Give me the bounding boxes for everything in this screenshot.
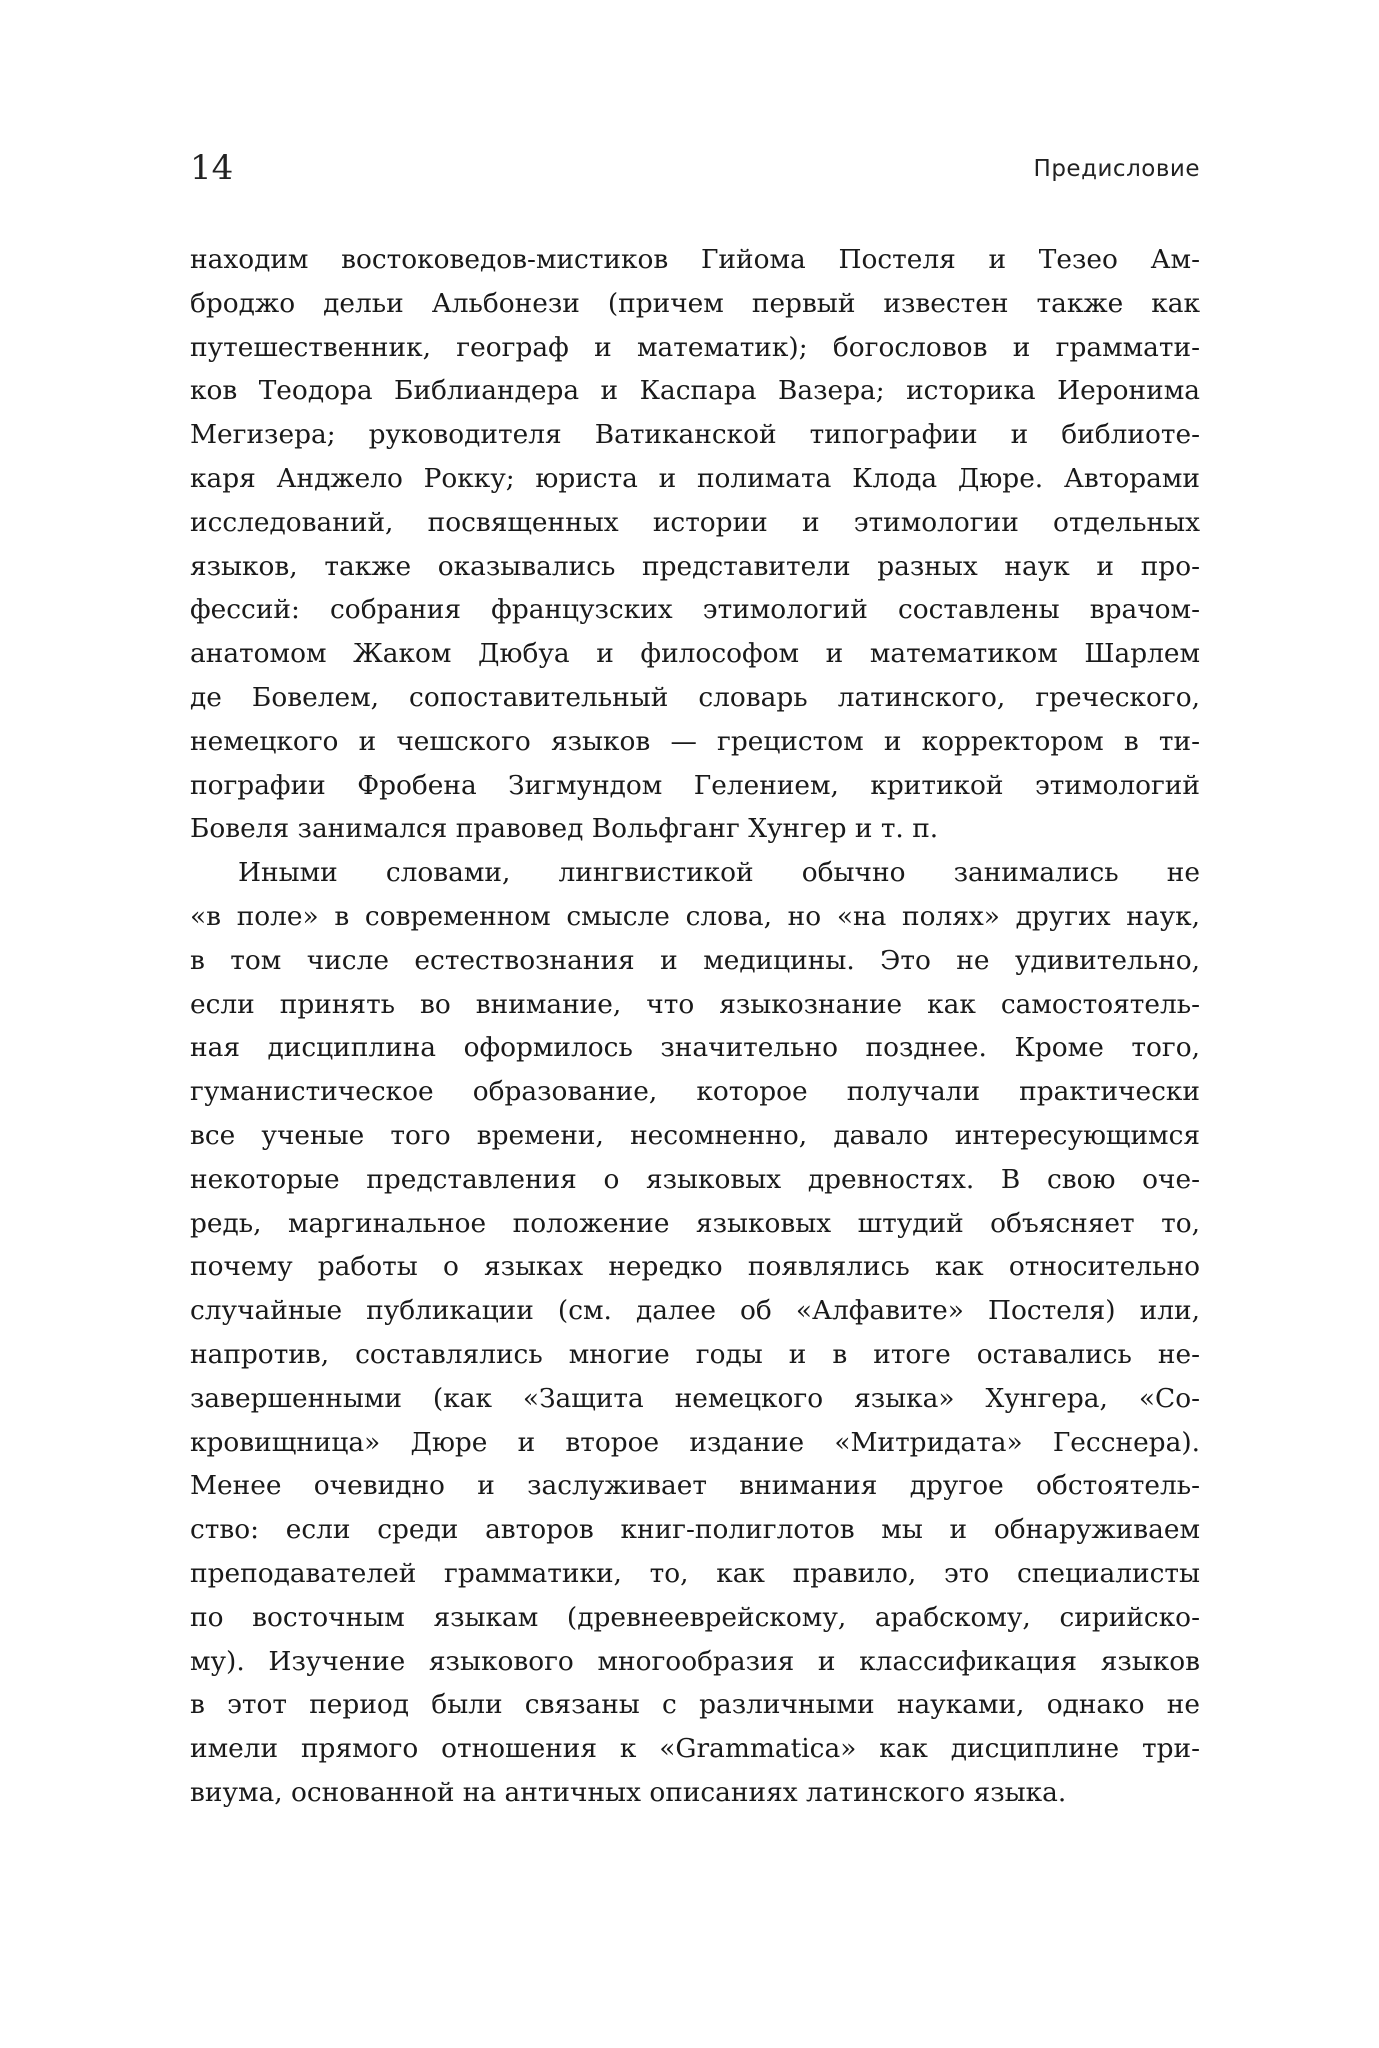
text-line: если принять во внимание, что языкознание как самостоятель-: [190, 988, 1200, 1020]
text-line: по восточным языкам (древнееврейскому, арабскому, сирийско-: [190, 1601, 1200, 1633]
text-line: редь, маргинальное положение языковых штудий объясняет то,: [190, 1207, 1200, 1239]
text-line: все ученые того времени, несомненно, давало интересующимся: [190, 1119, 1200, 1151]
text-line: «в поле» в современном смысле слова, но «на полях» других наук,: [190, 900, 1200, 932]
text-line: почему работы о языках нередко появлялись как относительно: [190, 1251, 1200, 1283]
text-line: ство: если среди авторов книг-полиглотов мы и обнаруживаем: [190, 1514, 1200, 1546]
text-line: пографии Фробена Зигмундом Гелением, критикой этимологий: [190, 769, 1200, 801]
text-line: в этот период были связаны с различными науками, однако не: [190, 1689, 1200, 1721]
text-line: Бовеля занимался правовед Вольфганг Хунгер и т. п.: [190, 813, 939, 845]
text-line: виума, основанной на античных описаниях латинского языка.: [190, 1776, 1067, 1808]
text-line: преподавателей грамматики, то, как правило, это специалисты: [190, 1557, 1200, 1589]
page-number: 14: [190, 148, 234, 188]
paragraph: [190, 851, 1200, 1815]
text-line: имели прямого отношения к «Grammatica» как дисциплине три-: [190, 1733, 1200, 1765]
text-line: исследований, посвященных истории и этимологии отдельных: [190, 506, 1200, 538]
text-line: ная дисциплина оформилось значительно позднее. Кроме того,: [190, 1032, 1200, 1064]
running-head: [190, 148, 1200, 188]
text-line: Иными словами, лингвистикой обычно занимались не: [238, 857, 1200, 889]
text-line: немецкого и чешского языков — грецистом и корректором в ти-: [190, 725, 1200, 757]
paragraph: [190, 238, 1200, 851]
text-line: гуманистическое образование, которое получали практически: [190, 1076, 1200, 1108]
section-title: Предисловие: [1033, 156, 1200, 182]
text-line: ков Теодора Библиандера и Каспара Вазера; историка Иеронима: [190, 375, 1200, 407]
text-line: случайные публикации (см. далее об «Алфавите» Постеля) или,: [190, 1295, 1200, 1327]
text-line: Менее очевидно и заслуживает внимания другое обстоятель-: [190, 1470, 1200, 1502]
text-line: фессий: собрания французских этимологий составлены врачом-: [190, 594, 1200, 626]
text-line: броджо дельи Альбонези (причем первый известен также как: [190, 287, 1200, 319]
text-line: завершенными (как «Защита немецкого языка» Хунгера, «Со-: [190, 1382, 1200, 1414]
text-line: путешественник, географ и математик); богословов и граммати-: [190, 331, 1200, 363]
text-line: кровищница» Дюре и второе издание «Митридата» Гесснера).: [190, 1426, 1200, 1458]
text-line: анатомом Жаком Дюбуа и философом и математиком Шарлем: [190, 638, 1200, 670]
text-line: Мегизера; руководителя Ватиканской типографии и библиоте-: [190, 419, 1200, 451]
text-line: де Бовелем, сопоставительный словарь латинского, греческого,: [190, 681, 1200, 713]
text-line: му). Изучение языкового многообразия и классификация языков: [190, 1645, 1200, 1677]
text-line: в том числе естествознания и медицины. Это не удивительно,: [190, 944, 1200, 976]
text-line: каря Анджело Рокку; юриста и полимата Клода Дюре. Авторами: [190, 462, 1200, 494]
text-line: напротив, составлялись многие годы и в итоге оставались не-: [190, 1338, 1200, 1370]
body-text: [190, 238, 1200, 1815]
text-line: находим востоковедов-мистиков Гийома Постеля и Тезео Ам-: [190, 244, 1200, 275]
text-line: некоторые представления о языковых древностях. В свою оче-: [190, 1163, 1200, 1195]
text-line: языков, также оказывались представители разных наук и про-: [190, 550, 1200, 582]
